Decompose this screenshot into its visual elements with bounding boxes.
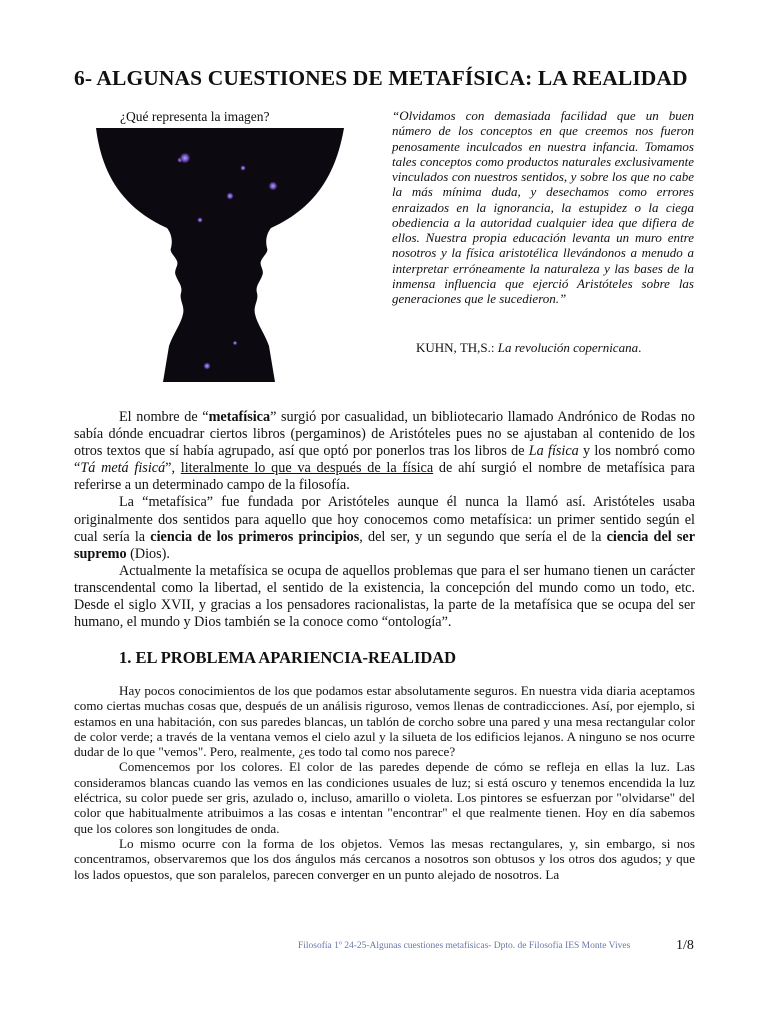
paragraph-5: Comencemos por los colores. El color de las paredes depende de cómo se refleja en ellas la luz. Las consideramos blancas cuando las vemos en las condiciones usuales de luz; si está oscuro y tenemos encendida la luz eléctrica, su color puede ser gris, azulado o, incluso, amarillo o violeta. Los pintores se esfuerzan por "olvidarse" del color que habitualmente atribuimos a las cosas e intentan "encontrar" el que realmente tienen. Hoy en día sabemos que los colores son longitudes de onda. bbox=[74, 759, 695, 836]
text: de ahí surgió el nombre de metafísica para referirse a un determinado campo de la filosofía. bbox=[74, 460, 695, 494]
page-footer: Filosofía 1º 24-25-Algunas cuestiones metafísicas- Dpto. de Filosofía IES Monte Vives bbox=[298, 941, 631, 951]
paragraph-6: Lo mismo ocurre con la forma de los objetos. Vemos las mesas rectangulares, y, sin embargo, si nos concentramos, observaremos que los dos ángulos más cercanos a nosotros son obtusos y los otros dos agudos; y que los lados opuestos, que son paralelos, parecen converger en un punto alejado de nosotros. La bbox=[74, 835, 695, 882]
underlined-text: literalmente lo que va después de la física bbox=[180, 460, 434, 477]
text: y los nombró como “ bbox=[74, 443, 695, 477]
text: ”, bbox=[165, 460, 181, 477]
paragraph-3: Actualmente la metafísica se ocupa de aquellos problemas que para el ser humano tienen un carácter transcendental como la libertad, el sentido de la existencia, la concepción del mundo como un todo, etc. Desde el siglo XVII, y gracias a los pensadores racionalistas, la parte de la metafísica que se ocupa del ser humano, el mundo y Dios también se la conoce como “ontología”. bbox=[74, 562, 695, 631]
text: La “metafísica” fue fundada por Aristóteles aunque él nunca la llamó así. Aristóteles usaba originalmente dos sentidos para aquello que hoy conocemos como metafísica: un primer sentido según el cual sería la bbox=[74, 494, 695, 545]
appearance-reality-section bbox=[74, 683, 695, 882]
paragraph-2 bbox=[74, 494, 695, 562]
text: ” surgió por casualidad, un bibliotecario llamado Andrónico de Rodas no sabía dónde encuadrar ciertos libros (pergaminos) de Aristóteles pues no se ajustaban al contenido de los otros textos que sí había agrupado, así que optó por ponerlos tras los libros de bbox=[74, 409, 696, 460]
quote-reference bbox=[416, 340, 641, 356]
bold-term: metafísica bbox=[208, 409, 271, 425]
bold-term: ciencia del ser supremo bbox=[74, 528, 696, 562]
italic-term: La física bbox=[528, 443, 579, 460]
image-caption: ¿Qué representa la imagen? bbox=[120, 109, 270, 124]
text: El nombre de “ bbox=[119, 409, 209, 425]
quote-work: La revolución copernicana bbox=[497, 340, 639, 355]
page-number: 1/8 bbox=[676, 938, 694, 953]
page-title: 6- ALGUNAS CUESTIONES DE METAFÍSICA: LA REALIDAD bbox=[74, 66, 688, 90]
paragraph-1 bbox=[74, 409, 695, 494]
rubin-vase-image bbox=[95, 128, 345, 382]
quote-author: KUHN, TH,S.: bbox=[416, 340, 498, 355]
text: , del ser, y un segundo que sería el de la bbox=[359, 528, 607, 545]
intro-section bbox=[74, 409, 695, 631]
bold-term: ciencia de los primeros principios bbox=[150, 528, 360, 545]
section-title: 1. EL PROBLEMA APARIENCIA-REALIDAD bbox=[119, 648, 457, 667]
italic-term: Tá metá fisicá bbox=[80, 460, 166, 477]
text: (Dios). bbox=[126, 545, 170, 562]
quote-end: . bbox=[638, 340, 642, 355]
paragraph-4: Hay pocos conocimientos de los que podamos estar absolutamente seguros. En nuestra vida diaria aceptamos como ciertas muchas cosas que, después de un análisis riguroso, vemos llenas de contradicciones. Así, por ejemplo, si estamos en una habitación, con sus paredes blancas, un tablón de corcho sobre una pared y una mesa rectangular color de color verde; a través de la ventana vemos el cielo azul y la silueta de los edificios lejanos. A ninguno se nos ocurre dudar de lo que "vemos". Pero, realmente, ¿es todo tal como nos parece? bbox=[74, 683, 695, 760]
quote-text: “Olvidamos con demasiada facilidad que un buen número de los conceptos en que creemos nos fueron penosamente inculcados en nuestra infancia. Tomamos tales conceptos como productos naturales exclusivamente vinculados con nuestros sentidos, y sobre los que no cabe la más mínima duda, y desechamos como errores enraizados en la ignorancia, la estupidez o la ciega obediencia a la autoridad cualquier idea que difiera de ellos. Nuestra propia educación levanta un muro entre nosotros y la física aristotélica llevándonos a menudo a interpretar erróneamente la naturaleza y las bases de la inmensa influencia que ejerció Aristóteles sobre las generaciones que le sucedieron.” bbox=[392, 108, 694, 306]
